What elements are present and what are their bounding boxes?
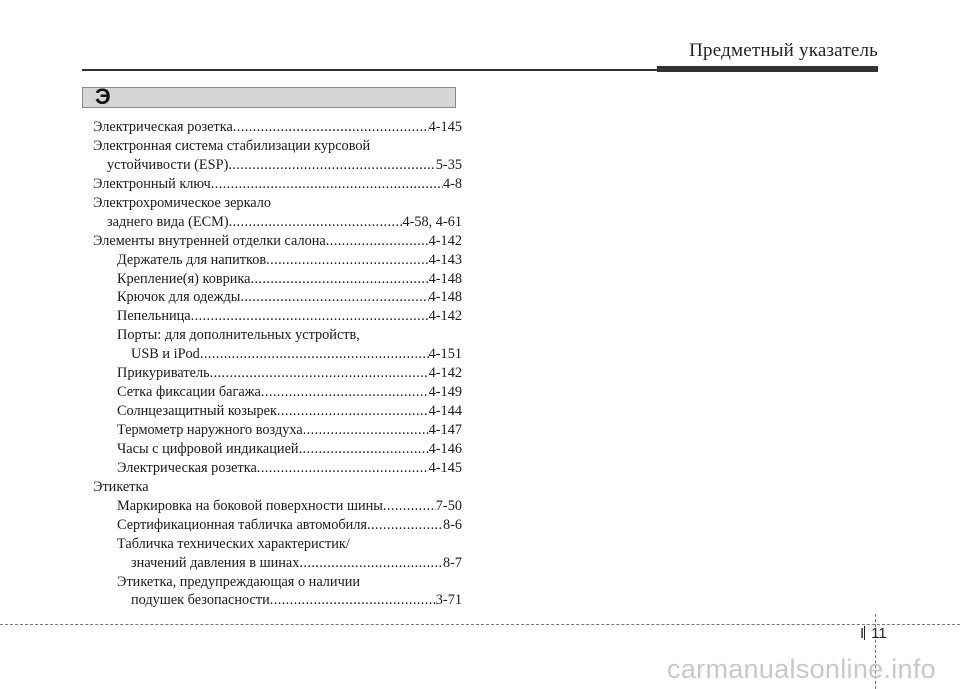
index-entry-leader [299, 554, 443, 573]
index-entry-leader [250, 270, 428, 289]
index-entry-leader [210, 364, 429, 383]
index-entry-row [131, 345, 462, 364]
index-entry-page: 4-145 [428, 459, 462, 476]
index-entry-row [131, 554, 462, 573]
index-entry-text: заднего вида (ECM) [107, 213, 229, 230]
index-entry-page: 4-142 [428, 308, 462, 325]
index-entry-row [117, 270, 462, 289]
index-entry-row [93, 118, 462, 137]
index-entry-row [117, 573, 462, 592]
index-entry-row [117, 459, 462, 478]
index-entry-text: Этикетка, предупреждающая о наличии [117, 573, 361, 590]
index-entry [93, 402, 462, 421]
index-entry-text: Электрическая розетка [117, 459, 257, 476]
index-entry-text: устойчивости (ESP) [107, 156, 229, 173]
section-mark: I [860, 625, 865, 642]
index-entry [93, 156, 462, 175]
index-entry [93, 459, 462, 478]
index-entry-leader [229, 213, 403, 232]
header-rule-accent [657, 66, 878, 72]
index-entry-text: Часы с цифровой индикацией [117, 440, 299, 457]
index-entry-text: Элементы внутренней отделки салона [93, 232, 326, 249]
index-entry-page: 4-149 [428, 384, 462, 401]
index-entry-leader [149, 478, 462, 497]
index-entry-text: Маркировка на боковой поверхности шины [117, 497, 383, 514]
index-entry-text: Солнцезащитный козырек [117, 403, 277, 420]
index-entry-leader [383, 497, 436, 516]
index-entry [93, 478, 462, 497]
index-entry-text: Термометр наружного воздуха [117, 422, 303, 438]
index-entry-row [117, 307, 462, 326]
index-entry-row [117, 288, 462, 307]
index-entry-row [117, 440, 462, 459]
index-entry-row [107, 156, 462, 175]
index-entry-leader [200, 345, 429, 364]
index-entry-text: Электрохромическое зеркало [93, 194, 272, 211]
index-entry-page: 8-6 [442, 516, 462, 533]
index-entry-page: 4-8 [442, 175, 462, 192]
page-number [860, 625, 887, 642]
index-entry-leader [370, 137, 462, 156]
index-entry-row [93, 478, 462, 497]
index-entry-page: 8-7 [442, 554, 462, 571]
index-entry-text: Электронная система стабилизации курсовой [93, 137, 371, 154]
index-entry [93, 383, 462, 402]
page-number-separator [864, 626, 865, 640]
index-entry-page: 4-146 [428, 440, 462, 457]
index-entry [93, 251, 462, 270]
index-entry [93, 194, 462, 213]
index-entry-text: Электронный ключ [93, 175, 211, 192]
index-entry [93, 307, 462, 326]
index-entry-leader [266, 251, 429, 270]
section-letter-box [82, 84, 456, 109]
index-entry [93, 232, 462, 251]
index-entry-page: 4-58, 4-61 [402, 213, 462, 230]
index-entry-text: Электрическая розетка [93, 119, 233, 135]
index-entry-leader [350, 535, 462, 554]
index-entry-text: Этикетка [93, 478, 149, 495]
index-entry [93, 421, 462, 440]
index-entry-page: 4-148 [428, 270, 462, 287]
index-entry-row [93, 194, 462, 213]
index-entry-leader [257, 459, 429, 478]
index-entry-text: Прикуриватель [117, 365, 210, 382]
index-entry [93, 345, 462, 364]
index-entry-leader [211, 175, 443, 194]
watermark-text: carmanualsonline.info [667, 654, 936, 684]
index-entry-row [93, 175, 462, 194]
index-entry-leader [233, 118, 429, 137]
index-entry [93, 591, 462, 610]
index-entry-leader [360, 326, 462, 345]
index-entry [93, 175, 462, 194]
index-entry [93, 326, 462, 345]
index-entry [93, 516, 462, 535]
index-entry-text: Крепление(я) коврика [117, 270, 251, 287]
index-entry-row [117, 326, 462, 345]
index-entry-leader [360, 573, 462, 592]
index-entry-row [117, 364, 462, 383]
index-entry-row [117, 383, 462, 402]
index-entry-text: USB и iPod [131, 346, 200, 363]
index-entry-text: Крючок для одежды [117, 289, 241, 306]
index-entry-leader [326, 232, 429, 251]
index-entry-leader [277, 402, 429, 421]
index-entry-row [107, 213, 462, 232]
index-entry-leader [191, 307, 429, 326]
index-entry-page: 4-144 [428, 403, 462, 420]
index-entry-row [117, 421, 462, 440]
index-entry-leader [261, 383, 429, 402]
index-entry-page: 4-143 [428, 251, 462, 268]
index-entry-page: 4-148 [428, 289, 462, 306]
index-entry-leader [299, 440, 429, 459]
index-entry-leader [367, 516, 443, 535]
index-entry [93, 213, 462, 232]
index-entry-leader [240, 288, 428, 307]
index-entry-page: 4-151 [428, 346, 462, 363]
index-entry-row [93, 232, 462, 251]
index-entry-text: Пепельница [117, 308, 191, 325]
index-entry-list [93, 118, 462, 610]
index-entry [93, 118, 462, 137]
index-entry [93, 554, 462, 573]
index-entry [93, 440, 462, 459]
index-entry-leader [271, 194, 462, 213]
index-entry-text: Сетка фиксации багажа [117, 384, 261, 401]
page-header-title: Предметный указатель [689, 40, 878, 61]
index-entry-row [117, 535, 462, 554]
index-entry [93, 270, 462, 289]
index-entry-row [117, 251, 462, 270]
section-letter: Э [95, 84, 111, 109]
index-entry-leader [303, 421, 429, 440]
index-entry-page: 4-142 [428, 232, 462, 249]
index-entry-leader [228, 156, 435, 175]
index-entry-page: 4-142 [428, 365, 462, 382]
page-number-value: 11 [871, 625, 887, 642]
index-entry [93, 497, 462, 516]
index-entry-text: значений давления в шинах [131, 554, 300, 571]
index-entry-leader [270, 591, 436, 610]
index-entry-text: Сертификационная табличка автомобиля [117, 516, 367, 533]
index-entry [93, 535, 462, 554]
index-entry-text: Держатель для напитков [117, 251, 267, 268]
index-entry-page: 5-35 [435, 156, 462, 173]
index-entry [93, 364, 462, 383]
index-entry-page: 7-50 [435, 497, 462, 514]
index-entry [93, 137, 462, 156]
index-entry-row [93, 137, 462, 156]
index-entry-text: Порты: для дополнительных устройств, [117, 327, 360, 344]
index-entry-row [117, 402, 462, 421]
index-entry-page: 4-147 [428, 422, 462, 438]
index-entry-row [131, 591, 462, 610]
index-entry-page: 4-145 [428, 119, 462, 135]
index-entry-row [117, 516, 462, 535]
index-entry-text: Табличка технических характеристик/ [117, 535, 350, 552]
index-entry-page: 3-71 [435, 592, 462, 609]
index-entry [93, 288, 462, 307]
footer-crop-line [0, 624, 960, 625]
index-entry-text: подушек безопасности [131, 592, 270, 609]
index-entry-row [117, 497, 462, 516]
index-entry [93, 573, 462, 592]
